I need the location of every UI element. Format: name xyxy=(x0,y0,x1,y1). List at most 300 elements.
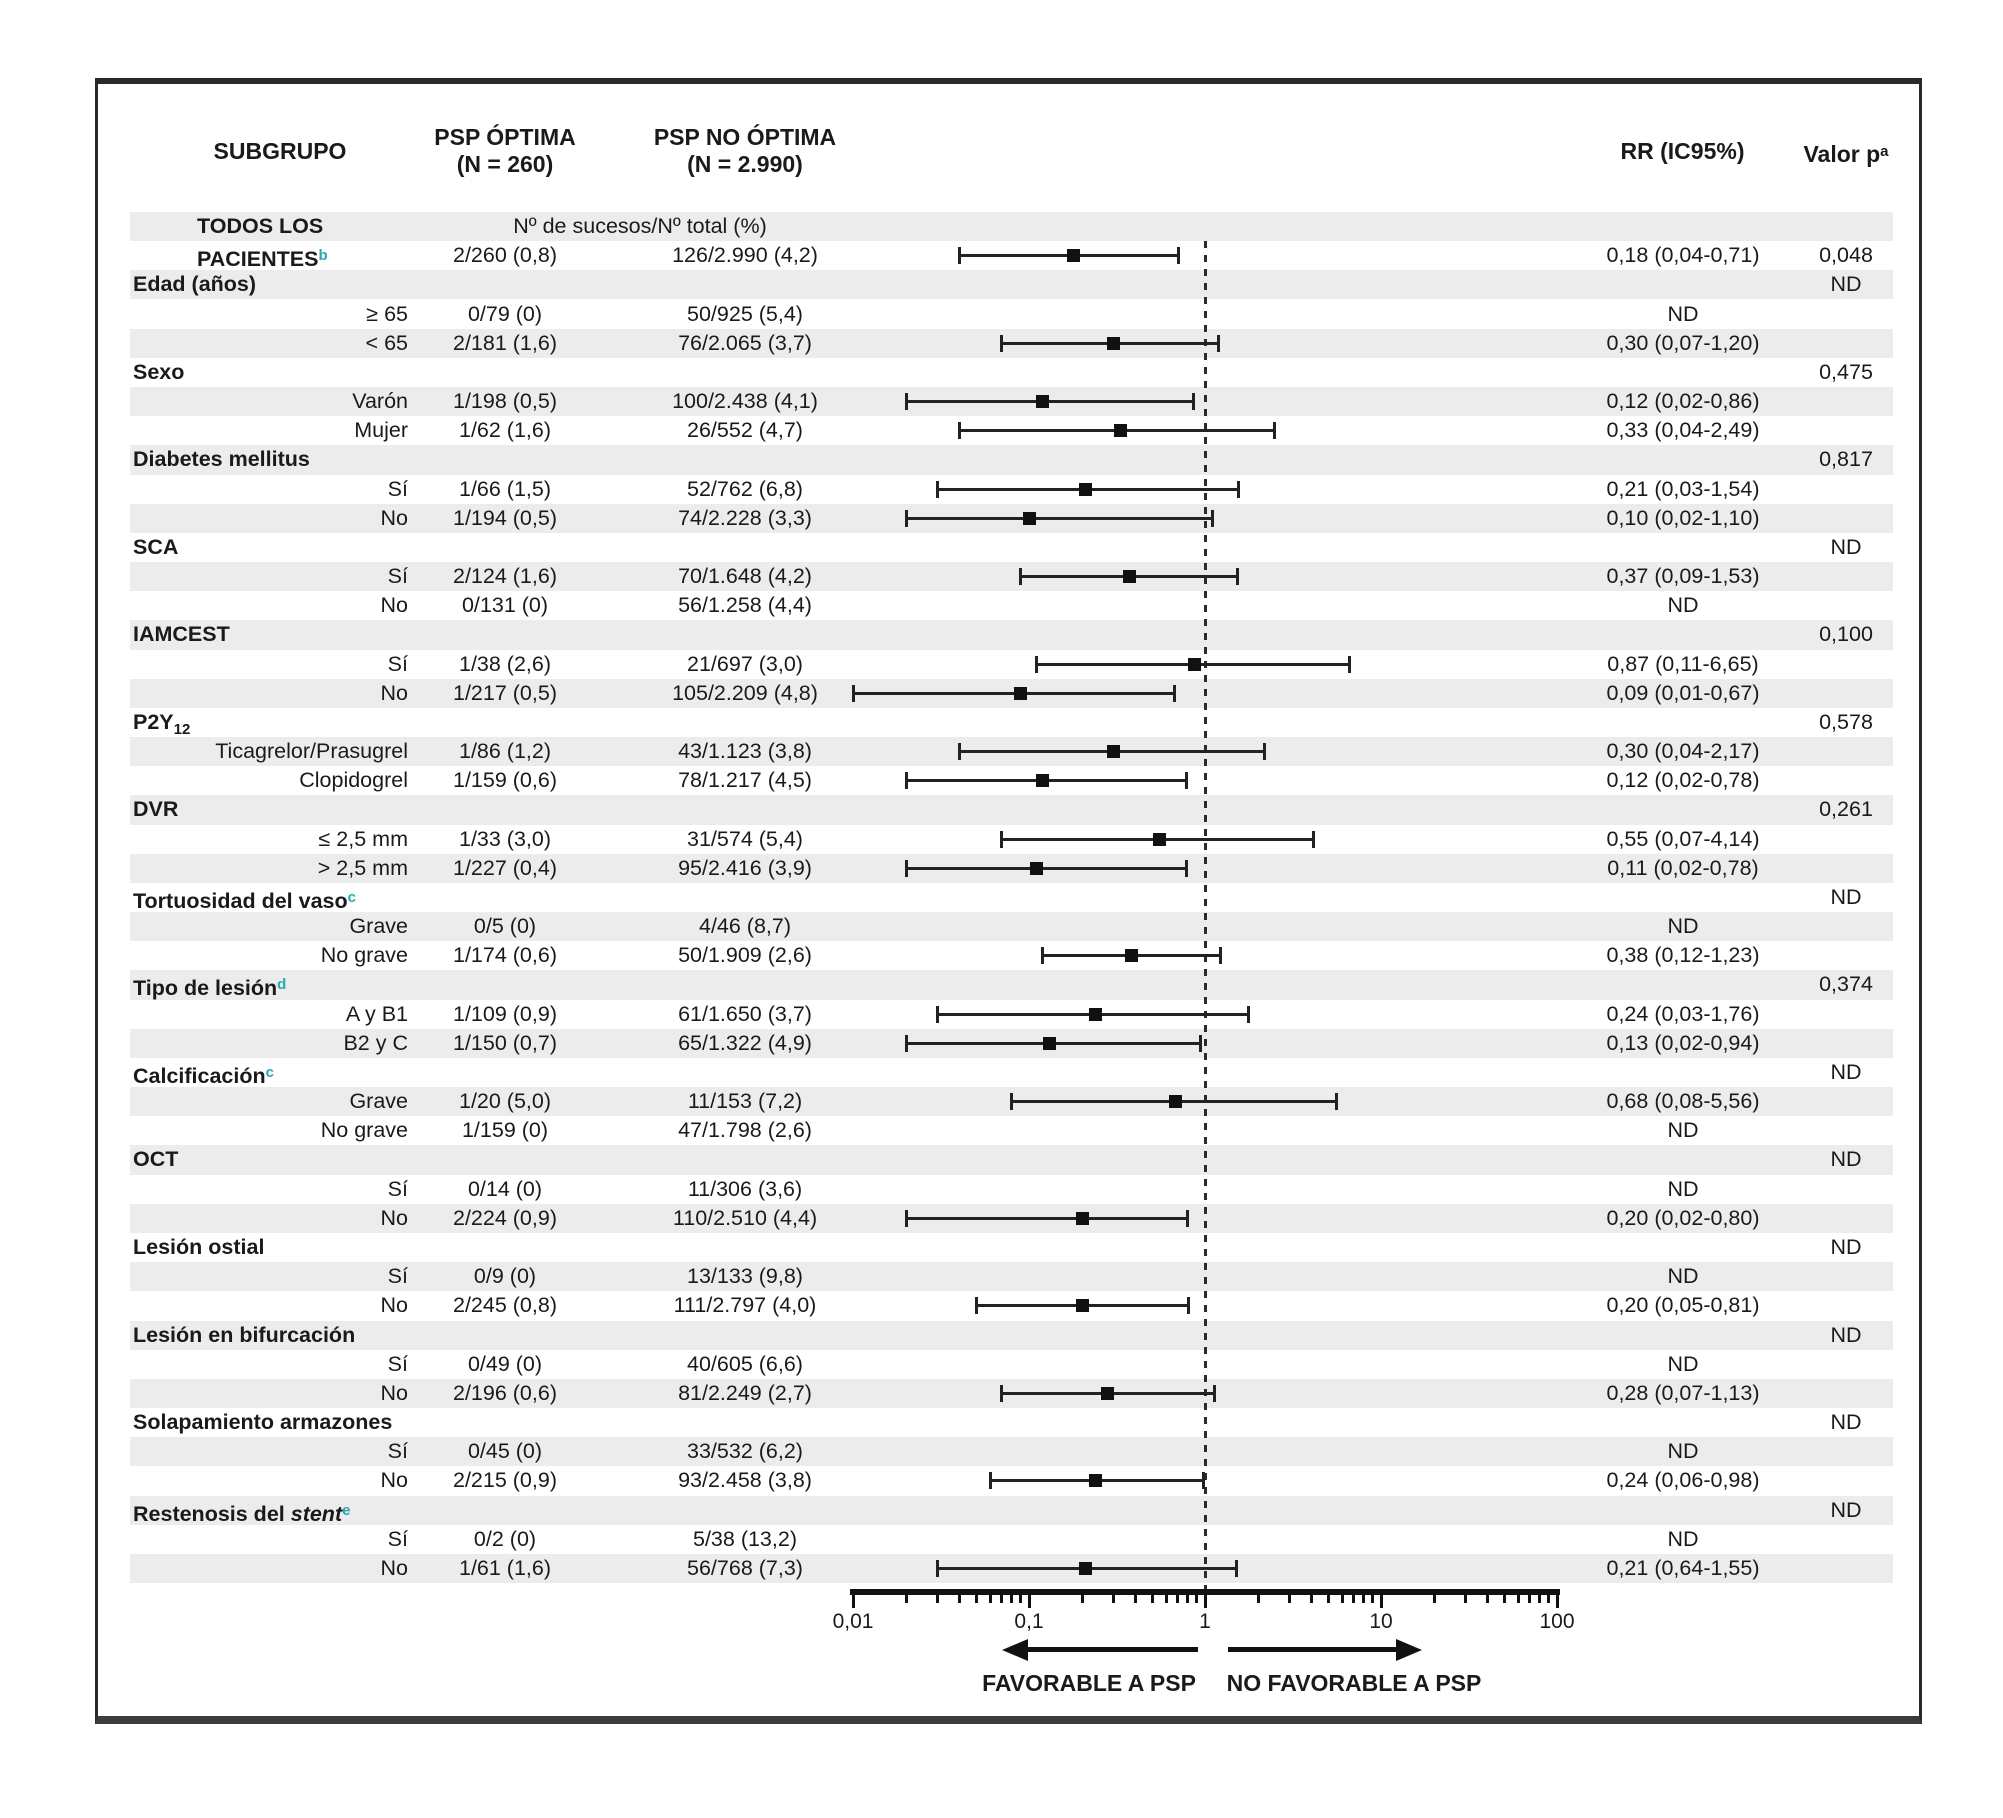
table-row xyxy=(0,1350,2003,1379)
psp-no-optima-value: 4/46 (8,7) xyxy=(698,914,792,939)
rr-ci-value: 0,20 (0,05-0,81) xyxy=(1606,1293,1760,1318)
table-row xyxy=(0,1116,2003,1145)
subgroup-label: TODOS LOS xyxy=(197,214,324,238)
group-label: Sexo xyxy=(133,359,185,384)
group-label: Diabetes mellitus xyxy=(133,447,310,472)
axis-tick-label: 0,01 xyxy=(832,1610,874,1633)
psp-no-optima-value: 74/2.228 (3,3) xyxy=(678,505,812,530)
table-row xyxy=(0,883,2003,912)
ci-cap-low xyxy=(1000,335,1003,352)
axis-minor-tick xyxy=(1341,1595,1344,1603)
ci-cap-high xyxy=(1312,831,1315,848)
ci-cap-low xyxy=(936,481,939,498)
rr-ci-value: ND xyxy=(1667,1526,1699,1551)
subgroup-level-label: Clopidogrel xyxy=(299,768,408,793)
axis-minor-tick xyxy=(905,1595,908,1603)
no-favorable-psp-label: NO FAVORABLE A PSP xyxy=(1226,1670,1482,1696)
psp-optima-value: 1/33 (3,0) xyxy=(458,826,552,851)
table-row xyxy=(0,941,2003,970)
psp-no-optima-value: 65/1.322 (4,9) xyxy=(678,1030,812,1055)
axis-minor-tick xyxy=(1288,1595,1291,1603)
psp-no-optima-value: 43/1.123 (3,8) xyxy=(678,739,812,764)
ci-cap-high xyxy=(1187,1297,1190,1314)
table-row xyxy=(0,387,2003,416)
group-label: Tipo de lesión$^d$ xyxy=(133,976,287,1001)
table-row xyxy=(0,708,2003,737)
axis-minor-tick xyxy=(958,1595,961,1603)
rr-point-marker xyxy=(1043,1037,1056,1050)
ci-cap-high xyxy=(1185,772,1188,789)
psp-optima-value: 1/174 (0,6) xyxy=(453,943,557,968)
psp-optima-value: 1/159 (0) xyxy=(461,1118,549,1143)
events-total-header: Nº de sucesos/Nº total (%) xyxy=(513,214,767,238)
subgroup-level-label: Ticagrelor/Prasugrel xyxy=(215,739,408,764)
psp-optima-value: 1/159 (0,6) xyxy=(453,768,557,793)
subgroup-level-label: No xyxy=(380,505,408,530)
group-label: Restenosis del stent$^e$ xyxy=(133,1501,351,1526)
group-label: Solapamiento armazones xyxy=(133,1410,393,1434)
rr-ci-value: 0,37 (0,09-1,53) xyxy=(1606,564,1760,588)
rr-ci-value: ND xyxy=(1667,1439,1699,1464)
p-value: ND xyxy=(1830,1322,1862,1347)
table-row xyxy=(0,533,2003,562)
subgroup-level-label: No xyxy=(380,1380,408,1405)
psp-optima-value: 0/79 (0) xyxy=(467,301,543,326)
ci-cap-high xyxy=(1192,393,1195,410)
ci-cap-high xyxy=(1237,481,1240,498)
subgroup-label: PACIENTES$^b$ xyxy=(197,247,328,272)
subgroup-level-label: Sí xyxy=(387,651,408,676)
ci-cap-high xyxy=(1273,422,1276,439)
ci-cap-high xyxy=(1211,510,1214,527)
rr-point-marker xyxy=(1089,1474,1102,1487)
p-value: ND xyxy=(1830,1410,1862,1434)
rr-point-marker xyxy=(1101,1387,1114,1400)
psp-no-optima-value: 70/1.648 (4,2) xyxy=(678,564,812,588)
table-row xyxy=(0,650,2003,679)
rr-ci-value: 0,55 (0,07-4,14) xyxy=(1606,826,1760,851)
rr-ci-value: 0,20 (0,02-0,80) xyxy=(1606,1205,1760,1230)
axis-minor-tick xyxy=(1528,1595,1531,1603)
ci-cap-low xyxy=(905,1210,908,1227)
psp-optima-value: 1/62 (1,6) xyxy=(458,418,552,443)
subgroup-level-label: > 2,5 mm xyxy=(317,855,408,880)
table-row xyxy=(0,329,2003,358)
subgroup-level-label: Grave xyxy=(349,914,408,939)
group-label: DVR xyxy=(133,797,179,822)
psp-no-optima-value: 126/2.990 (4,2) xyxy=(672,243,818,268)
subgroup-level-label: Grave xyxy=(349,1089,408,1114)
rr-ci-value: 0,13 (0,02-0,94) xyxy=(1606,1030,1760,1055)
subgroup-level-label: Sí xyxy=(387,1264,408,1289)
column-header-psp-no-optima: PSP NO ÓPTIMA xyxy=(653,124,837,150)
table-row xyxy=(0,970,2003,999)
psp-optima-value: 1/86 (1,2) xyxy=(458,739,552,764)
rr-point-marker xyxy=(1067,249,1080,262)
subgroup-level-label: No grave xyxy=(320,943,408,968)
subgroup-level-label: B2 y C xyxy=(343,1030,408,1055)
p-value: ND xyxy=(1830,534,1862,559)
axis-minor-tick xyxy=(1019,1595,1022,1603)
axis-minor-tick xyxy=(1176,1595,1179,1603)
axis-minor-tick xyxy=(1010,1595,1013,1603)
ci-cap-low xyxy=(958,743,961,760)
rr-ci-value: 0,24 (0,03-1,76) xyxy=(1606,1001,1760,1026)
left-arrow-head-icon xyxy=(1002,1639,1028,1661)
rr-point-marker xyxy=(1089,1008,1102,1021)
rr-point-marker xyxy=(1079,1562,1092,1575)
psp-optima-value: 1/66 (1,5) xyxy=(458,476,552,501)
ci-cap-high xyxy=(1217,335,1220,352)
p-value: ND xyxy=(1830,272,1862,297)
table-row xyxy=(0,241,2003,270)
axis-minor-tick xyxy=(1310,1595,1313,1603)
rr-ci-value: 0,33 (0,04-2,49) xyxy=(1606,418,1760,443)
group-label-italic: stent xyxy=(290,1501,343,1526)
axis-minor-tick xyxy=(1362,1595,1365,1603)
rr-ci-value: ND xyxy=(1667,1118,1699,1143)
table-row xyxy=(0,737,2003,766)
psp-no-optima-value: 95/2.416 (3,9) xyxy=(678,855,812,880)
rr-ci-value: 0,12 (0,02-0,86) xyxy=(1606,389,1760,413)
psp-no-optima-value: 111/2.797 (4,0) xyxy=(673,1293,817,1318)
table-row xyxy=(0,1058,2003,1087)
axis-minor-tick xyxy=(1517,1595,1520,1603)
table-row xyxy=(0,854,2003,883)
rr-ci-value: 0,11 (0,02-0,78) xyxy=(1607,855,1759,880)
psp-optima-value: 0/45 (0) xyxy=(467,1439,543,1464)
axis-minor-tick xyxy=(1352,1595,1355,1603)
table-row xyxy=(0,270,2003,299)
axis-minor-tick xyxy=(1503,1595,1506,1603)
table-row xyxy=(0,1466,2003,1495)
table-row xyxy=(0,1496,2003,1525)
ci-cap-high xyxy=(1177,247,1180,264)
subgroup-level-label: ≥ 65 xyxy=(366,301,408,326)
table-row xyxy=(0,1000,2003,1029)
psp-no-optima-value: 56/1.258 (4,4) xyxy=(678,593,812,618)
psp-optima-value: 0/49 (0) xyxy=(467,1351,543,1376)
rr-ci-value: ND xyxy=(1667,1351,1699,1376)
ci-cap-low xyxy=(936,1560,939,1577)
ci-line xyxy=(906,867,1186,870)
psp-no-optima-value: 40/605 (6,6) xyxy=(687,1351,803,1376)
rr-ci-value: ND xyxy=(1667,1264,1699,1289)
p-value: 0,475 xyxy=(1819,359,1873,384)
p-value: 0,817 xyxy=(1819,447,1873,472)
group-label: Lesión ostial xyxy=(133,1235,265,1259)
psp-optima-value: 1/217 (0,5) xyxy=(453,680,557,705)
axis-minor-tick xyxy=(1165,1595,1168,1603)
group-label: Tortuosidad del vaso$^c$ xyxy=(133,888,356,913)
rr-ci-value: 0,12 (0,02-0,78) xyxy=(1606,768,1760,793)
table-row xyxy=(0,1233,2003,1262)
ci-cap-low xyxy=(905,1035,908,1052)
right-arrow-shaft xyxy=(1228,1647,1396,1652)
table-row xyxy=(0,358,2003,387)
subgroup-level-label: No xyxy=(380,593,408,618)
psp-no-optima-value: 110/2.510 (4,4) xyxy=(672,1205,818,1230)
ci-line xyxy=(906,517,1212,520)
subgroup-level-label: < 65 xyxy=(365,330,408,355)
axis-major-tick xyxy=(1380,1595,1383,1608)
column-header-psp-optima-n: (N = 260) xyxy=(456,151,554,177)
table-row xyxy=(0,416,2003,445)
ci-cap-high xyxy=(1186,1210,1189,1227)
ci-cap-low xyxy=(1000,1385,1003,1402)
psp-no-optima-value: 61/1.650 (3,7) xyxy=(678,1001,812,1026)
rr-point-marker xyxy=(1036,774,1049,787)
psp-no-optima-value: 11/153 (7,2) xyxy=(687,1089,803,1114)
subgroup-level-label: Mujer xyxy=(354,418,408,443)
ci-cap-low xyxy=(905,772,908,789)
table-row xyxy=(0,212,2003,241)
rr-ci-value: ND xyxy=(1667,914,1699,939)
psp-no-optima-value: 100/2.438 (4,1) xyxy=(672,389,818,413)
psp-optima-value: 0/131 (0) xyxy=(461,593,549,618)
axis-minor-tick xyxy=(1327,1595,1330,1603)
subgroup-level-label: No grave xyxy=(320,1118,408,1143)
psp-optima-value: 2/245 (0,8) xyxy=(453,1293,557,1318)
table-row xyxy=(0,445,2003,474)
psp-optima-value: 1/194 (0,5) xyxy=(453,505,557,530)
rr-ci-value: 0,18 (0,04-0,71) xyxy=(1606,243,1760,268)
rr-ci-value: 0,30 (0,04-2,17) xyxy=(1606,739,1760,764)
psp-optima-value: 2/260 (0,8) xyxy=(453,243,557,268)
ci-cap-low xyxy=(958,422,961,439)
axis-tick-label: 10 xyxy=(1369,1610,1393,1633)
psp-optima-value: 2/215 (0,9) xyxy=(453,1468,557,1493)
subgroup-level-label: No xyxy=(380,1293,408,1318)
ci-cap-low xyxy=(936,1006,939,1023)
psp-optima-value: 0/5 (0) xyxy=(473,914,537,939)
rr-ci-value: 0,09 (0,01-0,67) xyxy=(1606,680,1760,705)
axis-tick-label: 1 xyxy=(1199,1610,1211,1633)
psp-no-optima-value: 81/2.249 (2,7) xyxy=(678,1380,812,1405)
column-header-rr: RR (IC95%) xyxy=(1620,138,1745,164)
rr-point-marker xyxy=(1079,483,1092,496)
axis-minor-tick xyxy=(989,1595,992,1603)
table-row xyxy=(0,1175,2003,1204)
group-label: SCA xyxy=(133,534,179,559)
p-value: ND xyxy=(1830,1235,1862,1259)
rr-ci-value: 0,68 (0,08-5,56) xyxy=(1606,1089,1760,1114)
subgroup-level-label: No xyxy=(380,1205,408,1230)
table-row xyxy=(0,1321,2003,1350)
ci-cap-high xyxy=(1235,1560,1238,1577)
column-header-psp-optima: PSP ÓPTIMA xyxy=(434,124,576,150)
rr-ci-value: 0,38 (0,12-1,23) xyxy=(1606,943,1760,968)
psp-no-optima-value: 93/2.458 (3,8) xyxy=(678,1468,812,1493)
ci-cap-high xyxy=(1335,1093,1338,1110)
ci-cap-high xyxy=(1173,685,1176,702)
rr-ci-value: ND xyxy=(1667,593,1699,618)
psp-optima-value: 1/109 (0,9) xyxy=(453,1001,557,1026)
axis-minor-tick xyxy=(975,1595,978,1603)
table-row xyxy=(0,591,2003,620)
group-label: Lesión en bifurcación xyxy=(133,1322,356,1347)
table-row xyxy=(0,679,2003,708)
psp-no-optima-value: 13/133 (9,8) xyxy=(687,1264,803,1289)
table-row xyxy=(0,562,2003,591)
p-value: 0,048 xyxy=(1819,243,1873,268)
axis-major-tick xyxy=(1556,1595,1559,1608)
ci-cap-high xyxy=(1247,1006,1250,1023)
axis-minor-tick xyxy=(1195,1595,1198,1603)
psp-optima-value: 0/9 (0) xyxy=(473,1264,537,1289)
table-row xyxy=(0,1291,2003,1320)
rr-point-marker xyxy=(1169,1095,1182,1108)
subgroup-level-label: Sí xyxy=(387,476,408,501)
ci-cap-high xyxy=(1263,743,1266,760)
subgroup-level-label: ≤ 2,5 mm xyxy=(318,826,408,851)
column-header-pvalue: Valor $p^a$ xyxy=(1803,141,1889,167)
ci-cap-high xyxy=(1202,1472,1205,1489)
axis-minor-tick xyxy=(1538,1595,1541,1603)
psp-no-optima-value: 47/1.798 (2,6) xyxy=(678,1118,812,1143)
rr-point-marker xyxy=(1114,424,1127,437)
rr-point-marker xyxy=(1188,658,1201,671)
footnote-superscript-d: d xyxy=(277,976,287,994)
subgroup-level-label: A y B1 xyxy=(345,1001,408,1026)
psp-no-optima-value: 76/2.065 (3,7) xyxy=(678,330,812,355)
ci-cap-low xyxy=(958,247,961,264)
subgroup-level-label: Sí xyxy=(387,1526,408,1551)
ci-cap-low xyxy=(975,1297,978,1314)
ci-line xyxy=(906,1217,1188,1220)
footnote-superscript-a: a xyxy=(1880,143,1889,160)
axis-major-tick xyxy=(1204,1595,1207,1608)
subgroup-level-label: Sí xyxy=(387,1439,408,1464)
psp-no-optima-value: 26/552 (4,7) xyxy=(687,418,803,443)
table-row xyxy=(0,766,2003,795)
table-row xyxy=(0,912,2003,941)
subgroup-level-label: No xyxy=(380,680,408,705)
psp-optima-value: 1/198 (0,5) xyxy=(453,389,557,413)
table-row xyxy=(0,475,2003,504)
table-row xyxy=(0,1145,2003,1174)
ci-cap-high xyxy=(1213,1385,1216,1402)
axis-minor-tick xyxy=(1151,1595,1154,1603)
rr-ci-value: 0,87 (0,11-6,65) xyxy=(1607,651,1759,676)
group-label: Calcificación$^c$ xyxy=(133,1063,274,1088)
subgroup-level-label: Sí xyxy=(387,1351,408,1376)
table-row xyxy=(0,504,2003,533)
ci-cap-low xyxy=(905,510,908,527)
rr-point-marker xyxy=(1123,570,1136,583)
ci-cap-low xyxy=(1019,568,1022,585)
axis-minor-tick xyxy=(1433,1595,1436,1603)
subgroup-level-label: Sí xyxy=(387,564,408,588)
group-label: Edad (años) xyxy=(133,272,257,297)
psp-no-optima-value: 52/762 (6,8) xyxy=(687,476,803,501)
ci-cap-high xyxy=(1219,947,1222,964)
ci-cap-low xyxy=(989,1472,992,1489)
ci-cap-low xyxy=(852,685,855,702)
psp-no-optima-value: 105/2.209 (4,8) xyxy=(672,680,818,705)
axis-minor-tick xyxy=(1081,1595,1084,1603)
ci-cap-low xyxy=(1000,831,1003,848)
ci-cap-low xyxy=(905,860,908,877)
p-value: ND xyxy=(1830,1497,1862,1522)
p-value: ND xyxy=(1830,1147,1862,1172)
rr-ci-value: 0,21 (0,03-1,54) xyxy=(1606,476,1760,501)
psp-no-optima-value: 50/925 (5,4) xyxy=(687,301,803,326)
subgroup-level-label: No xyxy=(380,1468,408,1493)
group-label: $P2Y_{12}$ xyxy=(133,709,191,738)
p-value: ND xyxy=(1830,884,1862,909)
rr-ci-value: 0,30 (0,07-1,20) xyxy=(1606,330,1760,355)
rr-point-marker xyxy=(1125,949,1138,962)
rr-point-marker xyxy=(1076,1212,1089,1225)
ci-cap-high xyxy=(1348,656,1351,673)
left-arrow-shaft xyxy=(1026,1647,1198,1652)
table-row xyxy=(0,1437,2003,1466)
psp-optima-value: 2/224 (0,9) xyxy=(453,1205,557,1230)
p-value: 0,578 xyxy=(1819,709,1873,734)
table-row xyxy=(0,825,2003,854)
psp-optima-value: 2/196 (0,6) xyxy=(453,1380,557,1405)
ci-cap-low xyxy=(1010,1093,1013,1110)
p-value: 0,261 xyxy=(1819,797,1873,822)
table-row xyxy=(0,1525,2003,1554)
psp-no-optima-value: 11/306 (3,6) xyxy=(687,1176,803,1201)
rr-ci-value: ND xyxy=(1667,301,1699,326)
psp-optima-value: 0/2 (0) xyxy=(473,1526,537,1551)
ci-cap-high xyxy=(1199,1035,1202,1052)
footnote-superscript-c: c xyxy=(347,888,356,906)
group-label: IAMCEST xyxy=(133,622,230,647)
ci-cap-low xyxy=(1035,656,1038,673)
ci-cap-low xyxy=(1041,947,1044,964)
psp-optima-value: 2/124 (1,6) xyxy=(453,564,557,588)
axis-major-tick xyxy=(1028,1595,1031,1608)
subgroup-level-label: No xyxy=(380,1555,408,1580)
rr-point-marker xyxy=(1023,512,1036,525)
table-row xyxy=(0,1262,2003,1291)
rr-point-marker xyxy=(1107,745,1120,758)
ci-cap-low xyxy=(905,393,908,410)
rr-ci-value: 0,24 (0,06-0,98) xyxy=(1606,1468,1760,1493)
psp-optima-value: 2/181 (1,6) xyxy=(453,330,557,355)
rr-ci-value: ND xyxy=(1667,1176,1699,1201)
footnote-superscript-b: b xyxy=(318,247,328,265)
table-row xyxy=(0,1554,2003,1583)
psp-no-optima-value: 21/697 (3,0) xyxy=(687,651,803,676)
table-row xyxy=(0,620,2003,649)
rr-ci-value: 0,10 (0,02-1,10) xyxy=(1606,505,1760,530)
ci-line xyxy=(906,400,1194,403)
ci-cap-high xyxy=(1185,860,1188,877)
subgroup-level-label: Varón xyxy=(352,389,408,413)
subgroup-level-label: Sí xyxy=(387,1176,408,1201)
right-arrow-head-icon xyxy=(1396,1639,1422,1661)
table-row xyxy=(0,1087,2003,1116)
p-value: 0,374 xyxy=(1819,972,1873,997)
favorable-psp-label: FAVORABLE A PSP xyxy=(982,1670,1196,1696)
table-row xyxy=(0,300,2003,329)
psp-optima-value: 1/150 (0,7) xyxy=(453,1030,557,1055)
column-header-subgroup: SUBGRUPO xyxy=(213,138,347,164)
rr-point-marker xyxy=(1036,395,1049,408)
p-value: 0,100 xyxy=(1819,622,1873,647)
rr-point-marker xyxy=(1076,1299,1089,1312)
psp-no-optima-value: 56/768 (7,3) xyxy=(687,1555,803,1580)
axis-minor-tick xyxy=(1371,1595,1374,1603)
psp-optima-value: 0/14 (0) xyxy=(467,1176,543,1201)
axis-minor-tick xyxy=(936,1595,939,1603)
axis-minor-tick xyxy=(1486,1595,1489,1603)
